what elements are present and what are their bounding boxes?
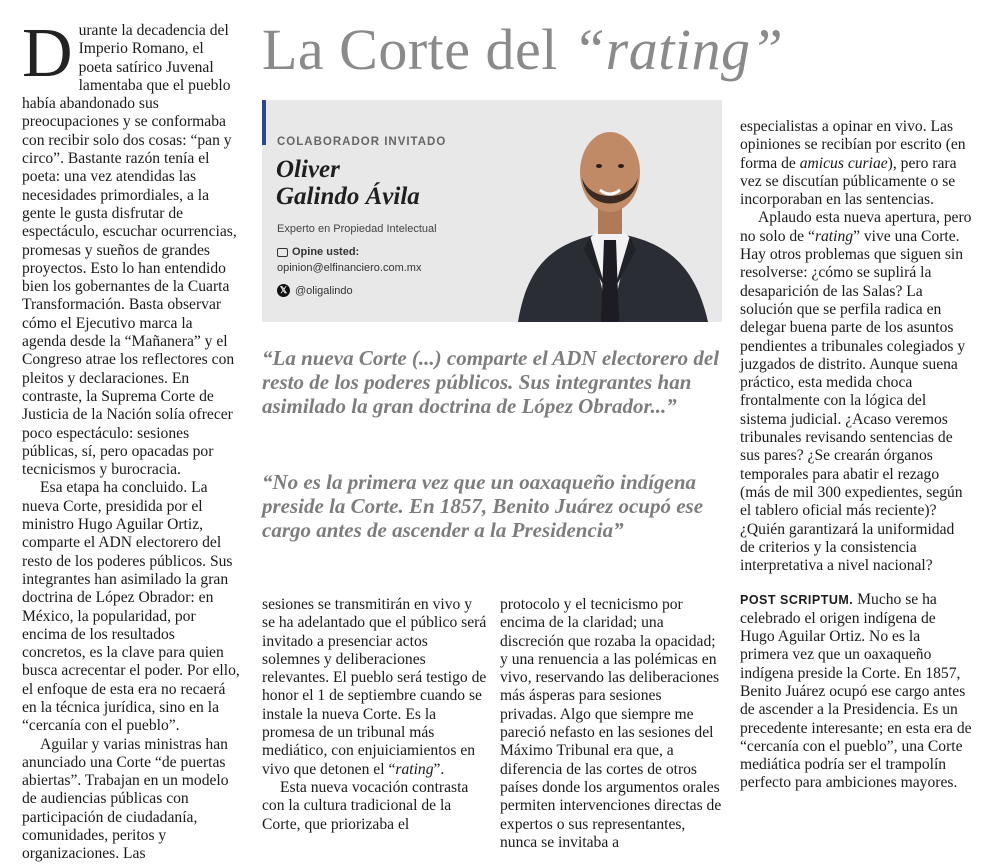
article-column-1 [22, 15, 240, 864]
post-scriptum-text: Mucho se ha celebrado el origen indígena de Hugo Aguilar Ortiz. No es la primera vez que un oaxaqueño indígena preside la Corte. En 1857, Benito Juárez ocupó ese cargo antes de ascender a la Presidencia. Es un precedente interesante; en esta era de “cercanía con el pueblo”, una Corte mediática podría ser el trampolín perfecto para ambiciones mayores. [740, 591, 972, 792]
social-handle[interactable] [277, 284, 353, 297]
pull-quote: “No es la primera vez que un oaxaqueño indígena preside la Corte. En 1857, Benito Juárez ocupó ese cargo antes de ascender a la Presidencia” [262, 470, 704, 542]
byline-box [262, 100, 722, 322]
text-run: Aplaudo esta nueva apertura, pero no solo de “ [740, 209, 972, 245]
text-run: ), pero rara vez se discutían públicamente o se incorporaban en las sentencias. [740, 154, 957, 209]
headline-quoted-word: “rating” [572, 17, 784, 82]
pull-quote: “La nueva Corte (...) comparte el ADN electorero del resto de los poderes públicos. Sus integrantes han asimilado la gran doctrina de López Obrador...” [262, 346, 720, 418]
headline [262, 18, 783, 82]
paragraph [262, 596, 488, 779]
italic-phrase: amicus curiae [799, 154, 888, 172]
accent-bar [262, 100, 266, 145]
article-column-2 [262, 596, 488, 834]
contact-email[interactable]: opinion@elfinanciero.com.mx [277, 262, 422, 274]
paragraph: Aguilar y varias ministras han anunciado una Corte “de puertas abiertas”. Trabajan en un modelo de audiencias públicas con participación de ciudadanía, comunidades, peritos y organizaciones. Las [22, 735, 229, 863]
paragraph: Esta nueva vocación contrasta con la cultura tradicional de la Corte, que priorizaba el [262, 778, 469, 833]
headline-text: La Corte del [262, 17, 573, 82]
section-tag: COLABORADOR INVITADO [277, 136, 447, 148]
social-handle-text: @oligalindo [295, 284, 353, 297]
italic-word: rating [814, 227, 854, 245]
text-run: especialistas a opinar en vivo. Las opiniones se recibían por escrito (en forma de [740, 118, 966, 172]
paragraph [740, 118, 972, 209]
author-last-name: Galindo Ávila [276, 183, 420, 210]
post-scriptum [740, 591, 972, 792]
author-role: Experto en Propiedad Intelectual [277, 223, 437, 235]
x-logo-icon: 𝕏 [277, 284, 290, 297]
text-run: ” vive una Corte. Hay otros problemas que siguen sin resolverse: ¿cómo se suplirá la desaparición de las Salas? La solución que se perfila radica en delegar buena parte de los asuntos pendientes a tribunales colegiados y juzgados de distrito. Aunque suena práctico, esta medida choca frontalmente con la lógica del sistema judicial. ¿Acaso veremos tribunales revisando sentencias de sus pares? ¿Se crearán órganos temporales para abatir el rezago (más de mil 300 expedientes, según el tablero oficial más reciente)? ¿Quién garantizará la uniformidad de criterios y la consistencia interpretativa a nivel nacional? [740, 227, 966, 575]
paragraph: urante la decadencia del Imperio Romano, el poeta satírico Juvenal lamentaba que el pueblo había abandonado sus preocupaciones y se conformaba con recibir solo dos cosas: “pan y circo”. Bastante razón tenía el poeta: una vez atendidas las necesidades primordiales, a la gente le gusta disfrutar de espectáculo, escuchar ocurrencias, promesas y sueños de grandes proyectos. Esto lo han entendido bien los gobernantes de la Cuarta Transformación. Basta observar cómo el Ejecutivo marca la agenda desde la “Mañanera” y el Congreso atrae los reflectores con pleitos y declaraciones. En contraste, la Suprema Corte de Justicia de la Nación solía ofrecer poco espectáculo: sesiones públicas, sí, pero opacadas por tecnicismos y burocracia. [22, 22, 237, 479]
drop-cap: D [22, 15, 73, 92]
post-scriptum-label: POST SCRIPTUM. [740, 593, 854, 608]
text-run: ”. [433, 760, 445, 778]
chat-icon [277, 248, 288, 257]
text-run: sesiones se transmitirán en vivo y se ha adelantado que el público será invitado a presenciar actos solemnes y deliberaciones relevantes. El pueblo será testigo de honor el 1 de septiembre cuando se instale la nueva Corte. Es la promesa de un tribunal más mediático, con enjuiciamientos en vivo que detonen el “ [262, 596, 487, 778]
author-photo [498, 100, 722, 322]
opine-label-text: Opine usted: [292, 246, 360, 258]
paragraph [740, 209, 972, 575]
paragraph: Esa etapa ha concluido. La nueva Corte, presidida por el ministro Hugo Aguilar Ortiz, comparte el ADN electorero del resto de los poderes públicos. Sus integrantes han asimilado la gran doctrina de López Obrador: en México, la popularidad, por encima de los resultados concretos, es la clave para quien busca acrecentar el poder. Por ello, el enfoque de esta era no recaerá en la técnica jurídica, sino en la “cercanía con el pueblo”. [22, 479, 240, 735]
article-column-3 [500, 596, 722, 852]
article-column-4 [740, 118, 972, 793]
paragraph: protocolo y el tecnicismo por encima de la claridad; una discreción que rozaba la opacidad; y una renuencia a las polémicas en vivo, reservando las deliberaciones más ásperas para sesiones privadas. Algo que siempre me pareció nefasto en las sesiones del Máximo Tribunal era que, a diferencia de las cortes de otros países donde los argumentos orales permiten intervenciones directas de expertos o sus representantes, nunca se invitaba a [500, 596, 722, 851]
author-name [276, 156, 420, 210]
author-first-name: Oliver [276, 156, 340, 183]
italic-word: rating [395, 760, 434, 778]
opine-label [277, 246, 359, 258]
